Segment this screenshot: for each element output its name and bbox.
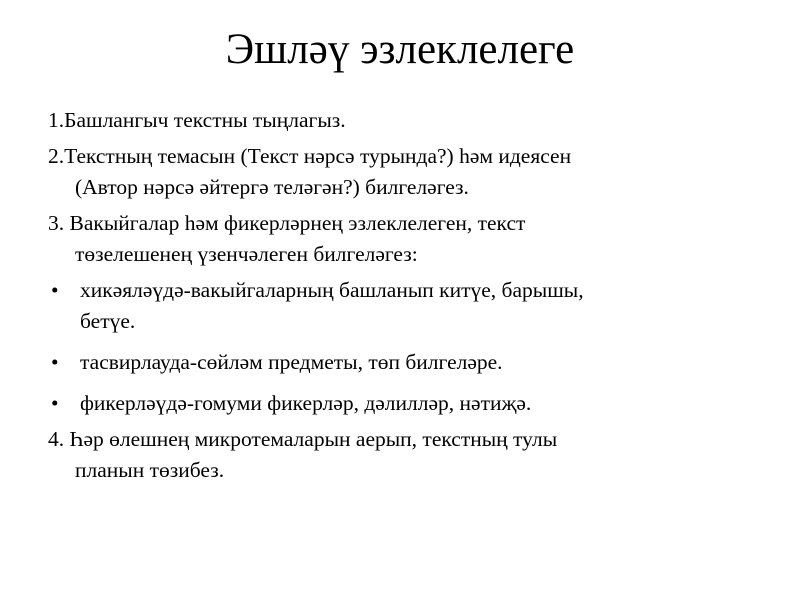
list-item-line: 3. Вакыйгалар һәм фикерләрнең эзлеклелеген, текст [48,211,526,235]
list-item-step-2 [48,141,768,203]
slide-content [48,105,768,486]
list-item-line: планын төзибез. [75,458,225,482]
list-item-step-3 [48,208,768,270]
list-item-line: 4. Һәр өлешнең микротемаларын аерып, текстның тулы [48,427,558,451]
list-item-step-1 [48,105,768,136]
bullet-item-reasoning [48,388,768,419]
bullet-item-narration [48,275,768,337]
bullet-icon: • [51,391,59,415]
list-item-line: фикерләүдә-гомуми фикерләр, дәлилләр, нәтиҗә. [80,391,532,415]
list-item-step-4 [48,424,768,486]
list-item-line: бетүе. [80,309,136,333]
bullet-icon: • [51,350,59,374]
list-item-line: (Автор нәрсә әйтергә теләгән?) билгеләгез. [75,175,469,199]
list-item-line: 2.Текстның темасын (Текст нәрсә турында?) һәм идеясен [48,144,572,168]
list-item-line: 1.Башлангыч текстны тыңлагыз. [48,108,346,132]
bullet-icon: • [51,278,59,302]
slide-title: Эшләү эзлеклелеге [225,26,575,73]
bullet-item-description [48,347,768,378]
list-item-line: хикәяләүдә-вакыйгаларның башланып китүе, барышы, [80,278,584,302]
list-item-line: төзелешенең үзенчәлеген билгеләгез: [75,242,418,266]
list-item-line: тасвирлауда-сөйләм предметы, төп билгеләре. [80,350,503,374]
